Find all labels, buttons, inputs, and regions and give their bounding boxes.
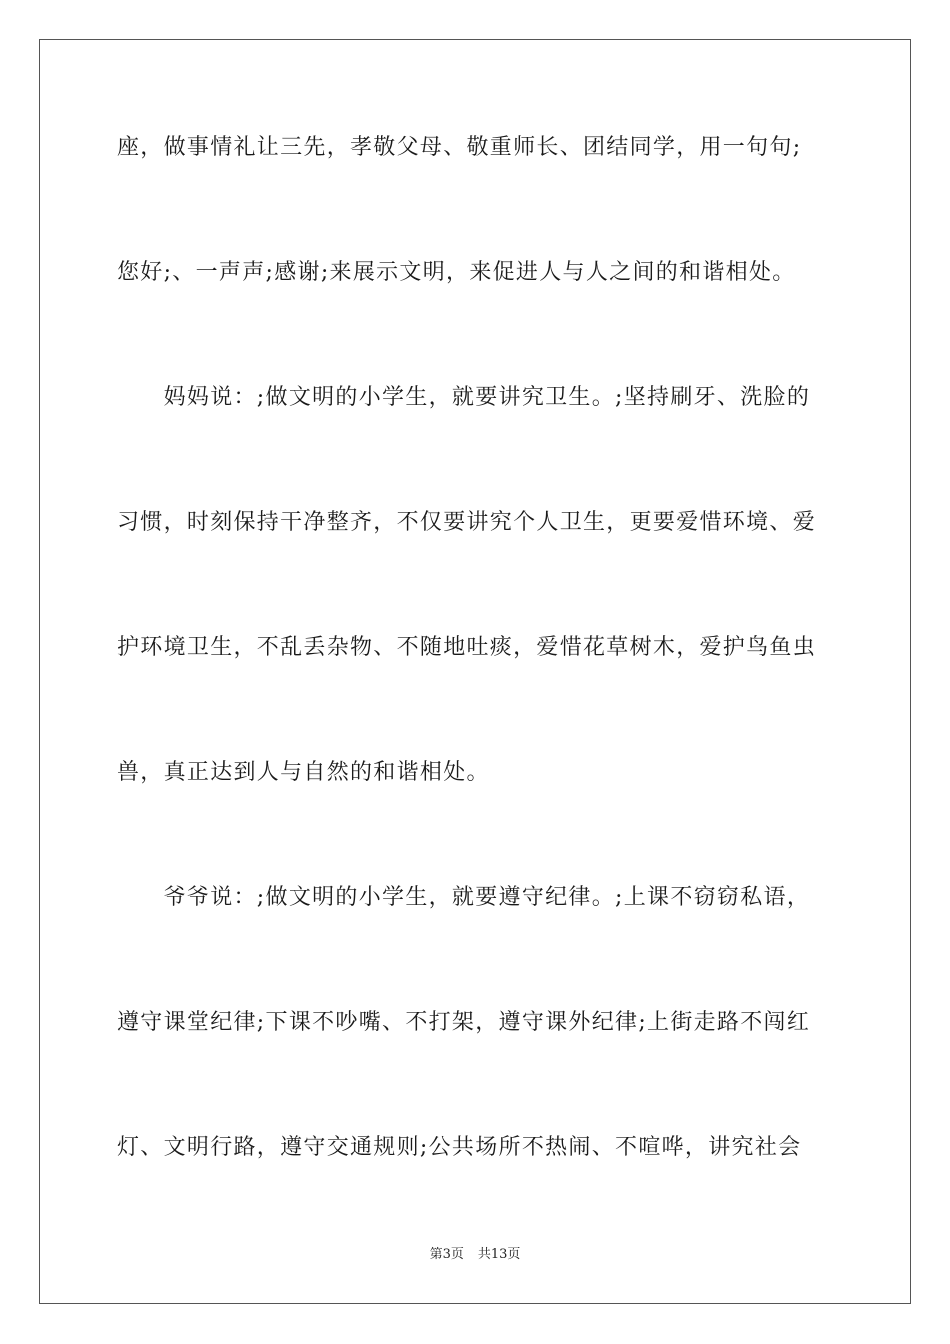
page-frame (39, 39, 911, 1304)
text-line: 座，做事情礼让三先，孝敬父母、敬重师长、团结同学，用一句句; (117, 135, 802, 160)
text-line: 灯、文明行路，遵守交通规则;公共场所不热闹、不喧哗，讲究社会 (117, 1135, 802, 1160)
page-footer (0, 1246, 950, 1264)
text-line: 遵守课堂纪律;下课不吵嘴、不打架，遵守课外纪律;上街走路不闯红 (117, 1010, 811, 1035)
page-number: 第3页 (429, 1247, 464, 1262)
text-line: 护环境卫生，不乱丢杂物、不随地吐痰，爱惜花草树木，爱护鸟鱼虫 (117, 635, 817, 660)
text-line: 您好;、一声声;感谢;来展示文明，来促进人与人之间的和谐相处。 (117, 260, 796, 285)
page-total: 共13页 (477, 1247, 521, 1262)
text-line: 兽，真正达到人与自然的和谐相处。 (117, 760, 490, 785)
text-line: 爷爷说：;做文明的小学生，就要遵守纪律。;上课不窃窃私语， (117, 885, 811, 910)
text-line: 妈妈说：;做文明的小学生，就要讲究卫生。;坚持刷牙、洗脸的 (117, 385, 811, 410)
text-line: 习惯，时刻保持干净整齐，不仅要讲究个人卫生，更要爱惜环境、爱 (117, 510, 817, 535)
